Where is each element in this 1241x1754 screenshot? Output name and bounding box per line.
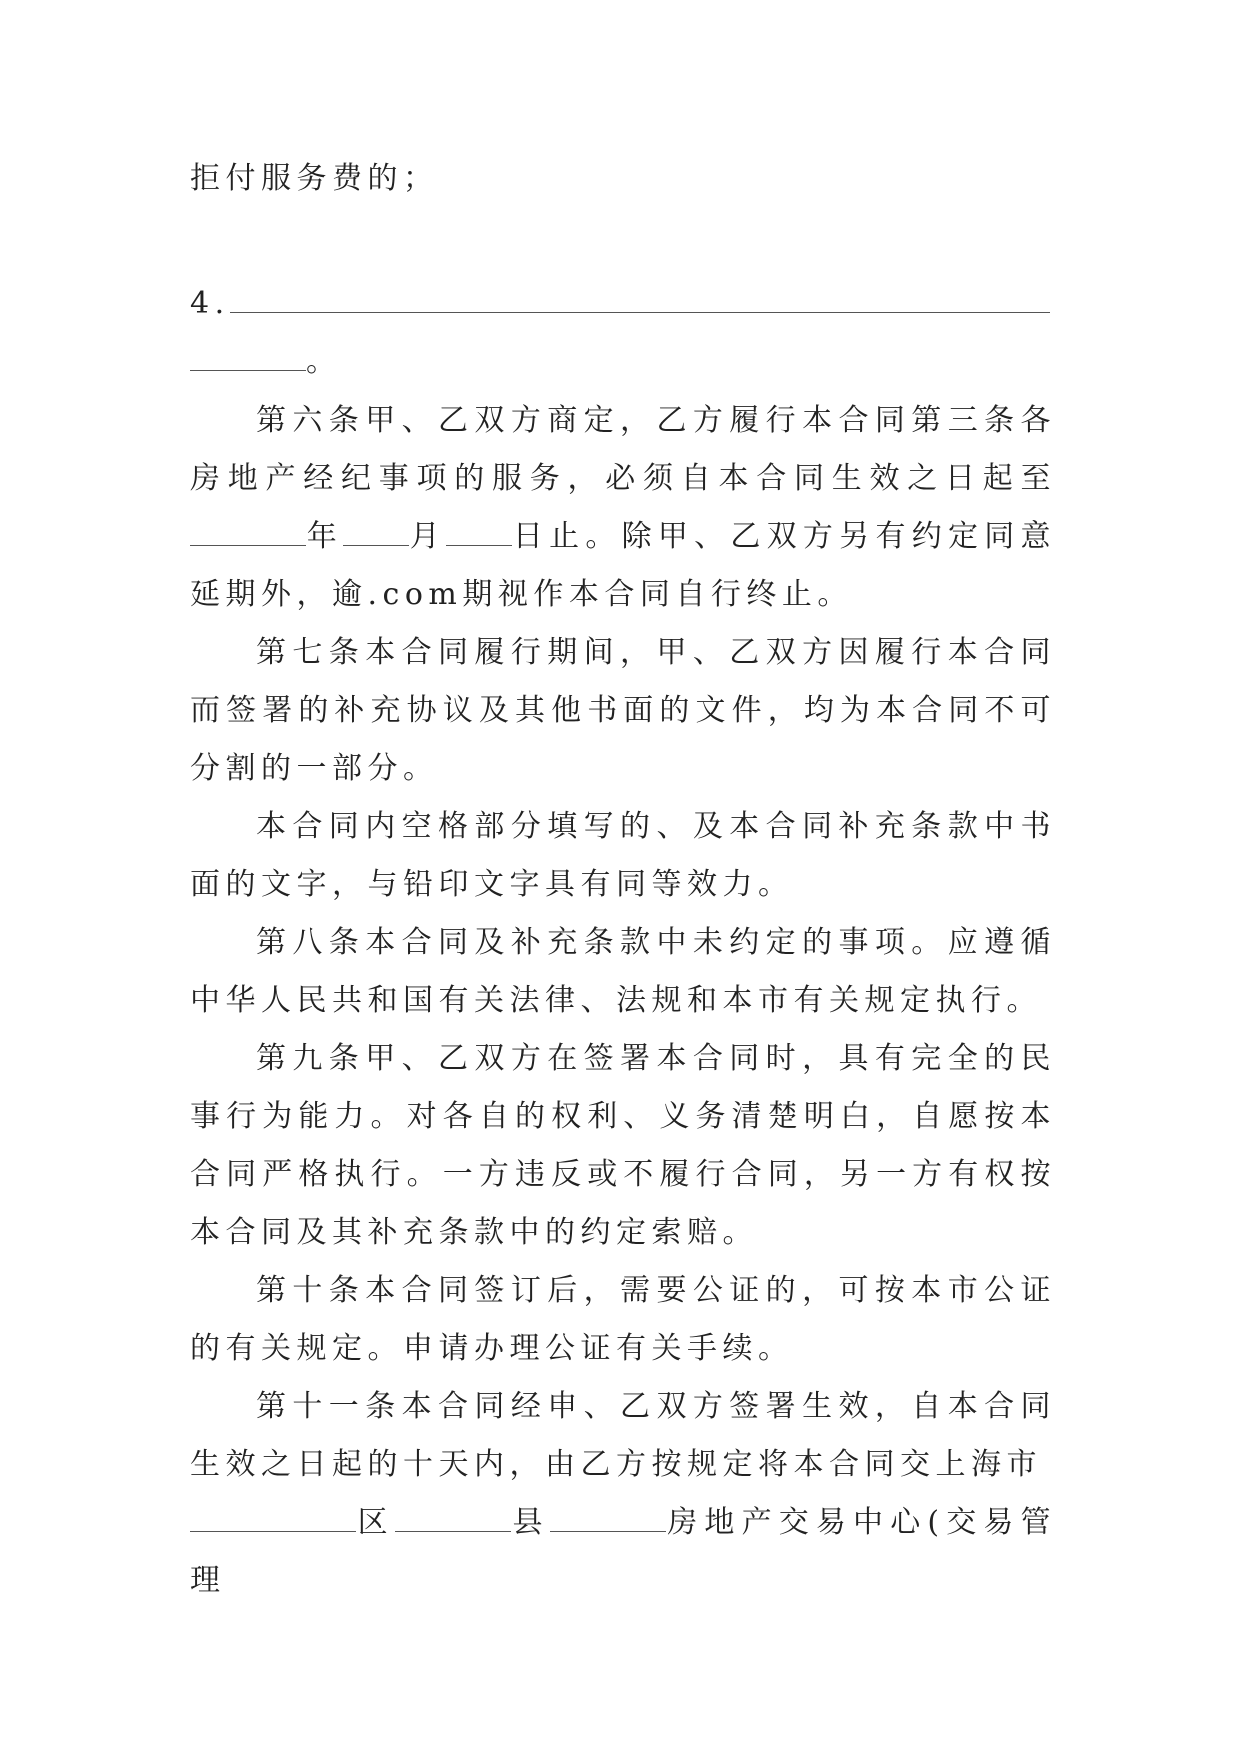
article-7-supplement: 本合同内空格部分填写的、及本合同补充条款中书面的文字，与铅印文字具有同等效力。 <box>190 809 1056 902</box>
item-4-label: 4. <box>190 286 230 321</box>
refusal-line <box>190 150 1056 208</box>
refusal-text: 拒付服务费的； <box>190 161 439 196</box>
article-11-district: 区 <box>356 1505 395 1540</box>
article-11-district-blank <box>395 1501 511 1532</box>
article-6 <box>190 392 1056 624</box>
article-6-year-blank <box>190 515 306 546</box>
article-6-text-b: 日止。除甲、乙双方另有约定同意延期外，逾.com期视作本合同自行终止。 <box>190 519 1057 612</box>
item-4-blank-continuation <box>190 340 306 371</box>
article-11-county: 县 <box>510 1505 550 1540</box>
article-9: 第九条甲、乙双方在签署本合同时，具有完全的民事行为能力。对各自的权利、义务清楚明白，自愿按本合同严格执行。一方违反或不履行合同，另一方有权按本合同及其补充条款中的约定索赔。 <box>190 1041 1056 1250</box>
article-6-day-blank <box>446 515 512 546</box>
article-8: 第八条本合同及补充条款中未约定的事项。应遵循中华人民共和国有关法律、法规和本市有关规定执行。 <box>190 925 1056 1018</box>
article-11-city-blank <box>190 1501 356 1532</box>
item-4-text <box>190 275 1056 391</box>
item-4-end: 。 <box>306 344 342 379</box>
article-6-text-a: 第六条甲、乙双方商定，乙方履行本合同第三条各房地产经纪事项的服务，必须自本合同生效之日起至 <box>190 403 1056 496</box>
article-6-year: 年 <box>306 519 344 554</box>
contract-articles <box>190 392 1056 1610</box>
article-6-month-blank <box>343 515 409 546</box>
item-4 <box>190 275 1056 391</box>
article-6-month: 月 <box>409 519 447 554</box>
article-11-county-blank <box>550 1501 666 1532</box>
item-4-blank-line <box>230 282 1050 313</box>
article-10: 第十条本合同签订后，需要公证的，可按本市公证的有关规定。申请办理公证有关手续。 <box>190 1273 1056 1366</box>
article-7: 第七条本合同履行期间，甲、乙双方因履行本合同而签署的补充协议及其他书面的文件，均为本合同不可分割的一部分。 <box>190 635 1056 786</box>
article-11-text-b: 房地产交易中心(交易管理 <box>190 1505 1057 1598</box>
article-11 <box>190 1378 1056 1610</box>
article-11-text-a: 第十一条本合同经申、乙双方签署生效，自本合同生效之日起的十天内，由乙方按规定将本合同交上海市 <box>190 1389 1056 1482</box>
